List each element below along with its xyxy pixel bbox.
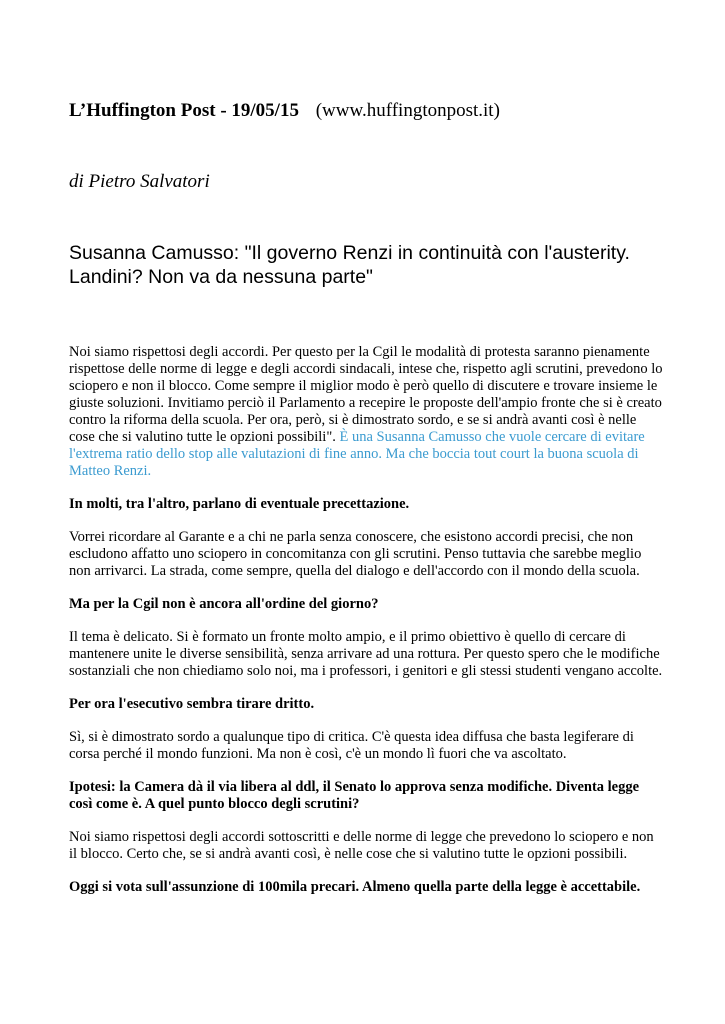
lead-paragraph — [69, 344, 664, 480]
source-url: (www.huffingtonpost.it) — [315, 100, 500, 121]
interview-answer: Vorrei ricordare al Garante e a chi ne parla senza conoscere, che esistono accordi precisi, che non escludono affatto uno sciopero in concomitanza con gli scrutini. Penso tuttavia che sarebbe meglio non arrivarci. La strada, come sempre, quella del dialogo e dell'accordo con il mondo della scuola. — [69, 529, 642, 579]
interview-question: Oggi si vota sull'assunzione di 100mila precari. Almeno quella parte della legge è accettabile. — [69, 879, 641, 895]
interview-answer: Il tema è delicato. Si è formato un fronte molto ampio, e il primo obiettivo è quello di cercare di mantenere unite le diverse sensibilità, senza arrivare ad una rottura. Per questo spero che le modifiche sostanziali che non chiediamo solo noi, ma i professori, i genitori e gli stessi studenti vengano accolte. — [69, 629, 663, 679]
source-name: L’Huffington Post - 19/05/15 — [69, 100, 299, 121]
article-body — [69, 344, 664, 912]
lead-link[interactable]: È una Susanna Camusso che vuole cercare di evitare l'extrema ratio dello stop alle valutazioni di fine anno. Ma che boccia tout court la buona scuola di Matteo Renzi. — [69, 429, 645, 479]
source-header — [69, 100, 500, 122]
interview-question: Ma per la Cgil non è ancora all'ordine del giorno? — [69, 596, 379, 612]
interview-question: Ipotesi: la Camera dà il via libera al ddl, il Senato lo approva senza modifiche. Diventa legge così come è. A quel punto blocco degli scrutini? — [69, 779, 640, 812]
interview-answer: Noi siamo rispettosi degli accordi sottoscritti e delle norme di legge che prevedono lo sciopero e non il blocco. Certo che, se si andrà avanti così, è nelle cose che si valutino tutte le opzioni possibili. — [69, 829, 654, 862]
interview-question: Per ora l'esecutivo sembra tirare dritto. — [69, 696, 315, 712]
interview-question: In molti, tra l'altro, parlano di eventuale precettazione. — [69, 496, 410, 512]
author-byline: di Pietro Salvatori — [69, 171, 210, 192]
interview-answer: Sì, si è dimostrato sordo a qualunque tipo di critica. C'è questa idea diffusa che basta legiferare di corsa perché il mondo funzioni. Ma non è così, c'è un mondo lì fuori che va ascoltato. — [69, 729, 634, 762]
lead-text: Noi siamo rispettosi degli accordi. Per questo per la Cgil le modalità di protesta saranno pienamente rispettose delle norme di legge e degli accordi sindacali, intese che, rispetto agli scrutini, prevedono lo sciopero e non il blocco. Come sempre il miglior modo è però quello di discutere e trovare insieme le giuste soluzioni. Invitiamo perciò il Parlamento a recepire le proposte dell'ampio fronte che si è creato contro la riforma della scuola. Per ora, però, si è dimostrato sordo, e se si andrà avanti così è nelle cose che si valutino tutte le opzioni possibili". — [69, 344, 663, 445]
article-headline: Susanna Camusso: "Il governo Renzi in continuità con l'austerity. Landini? Non va da nessuna parte" — [69, 242, 630, 288]
